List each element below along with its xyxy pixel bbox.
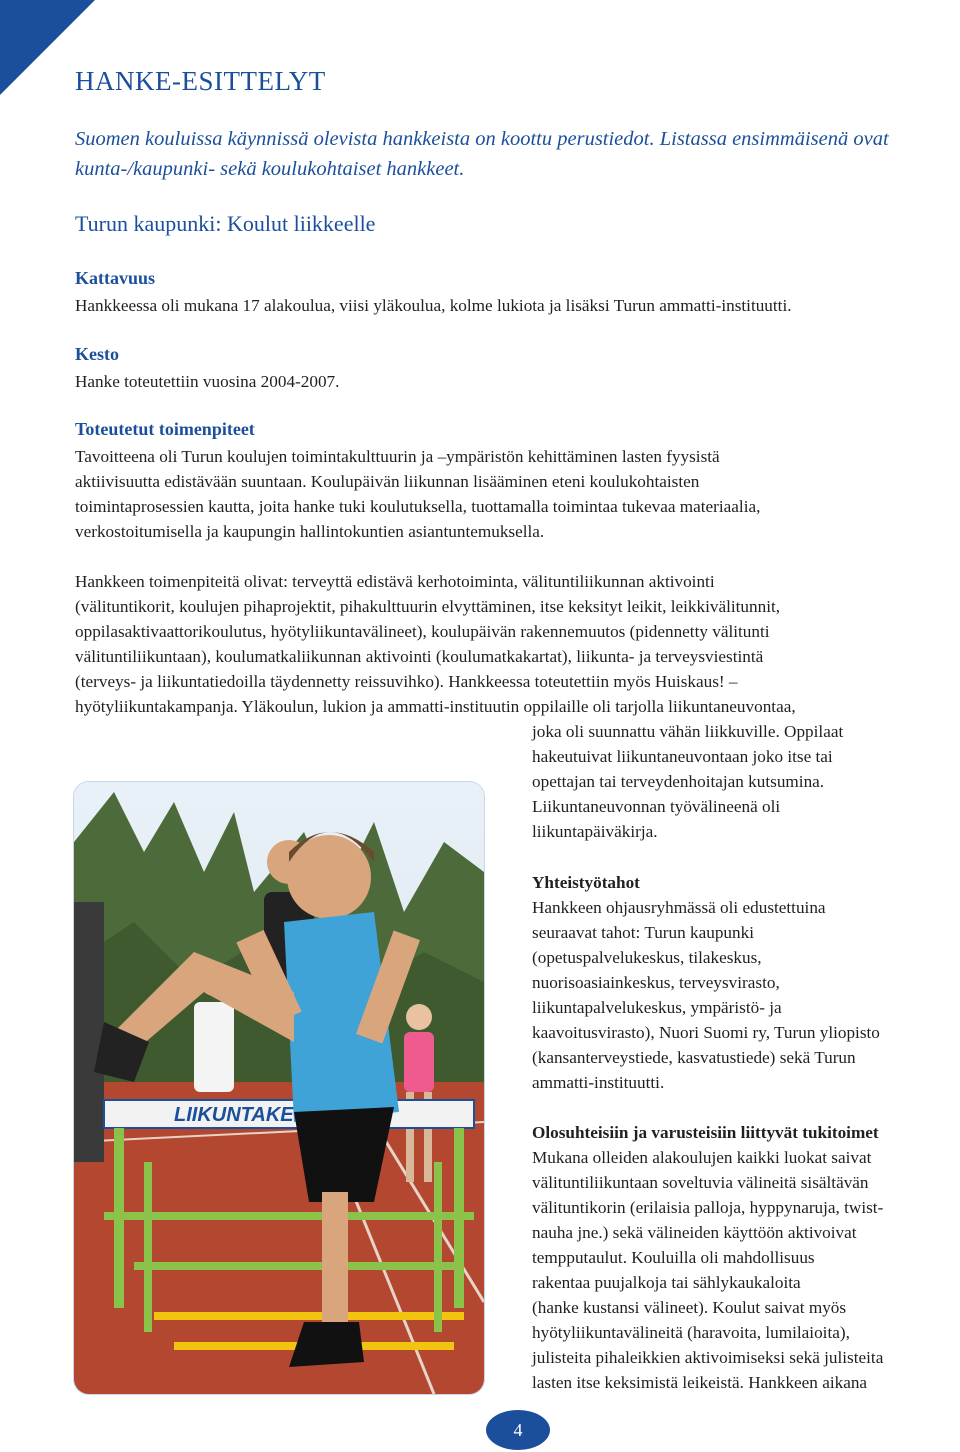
conditions-line: tempputaulut. Kouluilla oli mahdollisuus: [532, 1248, 815, 1267]
actions-line: verkostoitumisella ja kaupungin hallintokuntien asiantuntemuksella.: [75, 522, 545, 541]
partners-line: nuorisoasiainkeskus, terveysvirasto,: [532, 973, 780, 992]
conditions-line: välituntiliikuntaan soveltuvia välineitä sisältävän: [532, 1173, 869, 1192]
measures-line: hyötyliikuntakampanja. Yläkoulun, lukion ja ammatti-instituutin oppilaille oli tarjolla liikuntaneuvontaa,: [75, 697, 796, 716]
project-title: Turun kaupunki: Koulut liikkeelle: [75, 211, 376, 236]
page-title: HANKE-ESITTELYT: [75, 66, 326, 96]
coverage-heading: Kattavuus: [75, 268, 156, 288]
conditions-line: Mukana olleiden alakoulujen kaikki luokat saivat: [532, 1148, 872, 1167]
advice-line: Liikuntaneuvonnan työvälineenä oli: [532, 797, 781, 816]
actions-line: toimintaprosessien kautta, joita hanke tuki koulutuksella, tuottamalla toimintaa tukevaa materiaalia,: [75, 497, 761, 516]
measures-line: Hankkeen toimenpiteitä olivat: terveyttä edistävä kerhotoiminta, välituntiliikunnan aktivointi: [75, 572, 715, 591]
coverage-text: Hankkeessa oli mukana 17 alakoulua, viisi yläkoulua, kolme lukiota ja lisäksi Turun ammatti-instituutti.: [75, 296, 792, 315]
duration-text: Hanke toteutettiin vuosina 2004-2007.: [75, 372, 340, 391]
measures-line: (terveys- ja liikuntatiedoilla täydennetty reissuvihko). Hankkeessa toteutettiin myös Huiskaus! –: [75, 672, 738, 691]
conditions-line: lasten itse keksimistä leikeistä. Hankkeen aikana: [532, 1373, 868, 1392]
conditions-section: [532, 1120, 960, 1395]
actions-paragraph: [75, 444, 945, 544]
partners-line: Hankkeen ohjausryhmässä oli edustettuina: [532, 898, 826, 917]
advice-line: liikuntapäiväkirja.: [532, 822, 658, 841]
measures-paragraph: [75, 569, 945, 719]
actions-heading: Toteutetut toimenpiteet: [75, 419, 255, 439]
measures-line: oppilasaktivaattorikoulutus, hyötyliikuntavälineet), koulupäivän rakennemuutos (pidennetty välitunti: [75, 622, 770, 641]
conditions-heading: Olosuhteisiin ja varusteisiin liittyvät tukitoimet: [532, 1123, 879, 1142]
conditions-line: nauha jne.) sekä välineiden käyttöön aktivoivat: [532, 1223, 857, 1242]
person-shape: [404, 1032, 434, 1092]
partners-line: (opetuspalvelukeskus, tilakeskus,: [532, 948, 762, 967]
measures-line: välituntiliikuntaan), koulumatkaliikunnan aktivointi (koulumatkakartat), liikunta- ja terveysviestintä: [75, 647, 764, 666]
partners-heading: Yhteistyötahot: [532, 873, 640, 892]
actions-line: Tavoitteena oli Turun koulujen toimintakulttuurin ja –ympäristön kehittäminen lasten fyysistä: [75, 447, 720, 466]
partners-line: ammatti-instituutti.: [532, 1073, 665, 1092]
person-shape: [194, 1002, 234, 1092]
intro-text: Suomen kouluissa käynnissä olevista hankkeista on koottu perustiedot. Listassa ensimmäisenä ovat kunta-/kaupunki- sekä koulukohtaiset hankkeet.: [75, 128, 889, 180]
partners-line: seuraavat tahot: Turun kaupunki: [532, 923, 754, 942]
photo-hurdle-exercise: [73, 781, 485, 1395]
person-shape: [74, 902, 104, 1162]
partners-line: kaavoitusvirasto), Nuori Suomi ry, Turun yliopisto: [532, 1023, 880, 1042]
conditions-line: hyötyliikuntavälineitä (haravoita, lumilaioita),: [532, 1323, 850, 1342]
advice-line: opettajan tai terveydenhoitajan kutsumina.: [532, 772, 825, 791]
photo-illustration: [74, 782, 484, 1394]
hurdle-label: LIIKUNTAKE: [174, 1104, 294, 1126]
actions-line: aktiivisuutta edistävään suuntaan. Koulupäivän liikunnan lisääminen eteni koulukohtaisten: [75, 472, 700, 491]
conditions-line: (hanke kustansi välineet). Koulut saivat myös: [532, 1298, 847, 1317]
advice-line: joka oli suunnattu vähän liikkuville. Oppilaat: [532, 722, 844, 741]
conditions-line: rakentaa puujalkoja tai sählykaukaloita: [532, 1273, 801, 1292]
partners-line: (kansanterveystiede, kasvatustiede) sekä Turun: [532, 1048, 856, 1067]
duration-heading: Kesto: [75, 344, 119, 364]
advice-line: hakeutuivat liikuntaneuvontaan joko itse tai: [532, 747, 833, 766]
conditions-line: välituntikorin (erilaisia palloja, hyppynaruja, twist-: [532, 1198, 884, 1217]
partners-section: [532, 870, 960, 1095]
partners-line: liikuntapalvelukeskus, ympäristö- ja: [532, 998, 782, 1017]
measures-line: (välituntikorit, koulujen pihaprojektit, pihakulttuurin elvyttäminen, itse keksityt leikit, leikkivälitunnit,: [75, 597, 781, 616]
page-number: 4: [486, 1410, 550, 1450]
conditions-line: julisteita pihaleikkien aktivoimiseksi sekä julisteita: [532, 1348, 884, 1367]
advice-paragraph: [532, 719, 960, 844]
